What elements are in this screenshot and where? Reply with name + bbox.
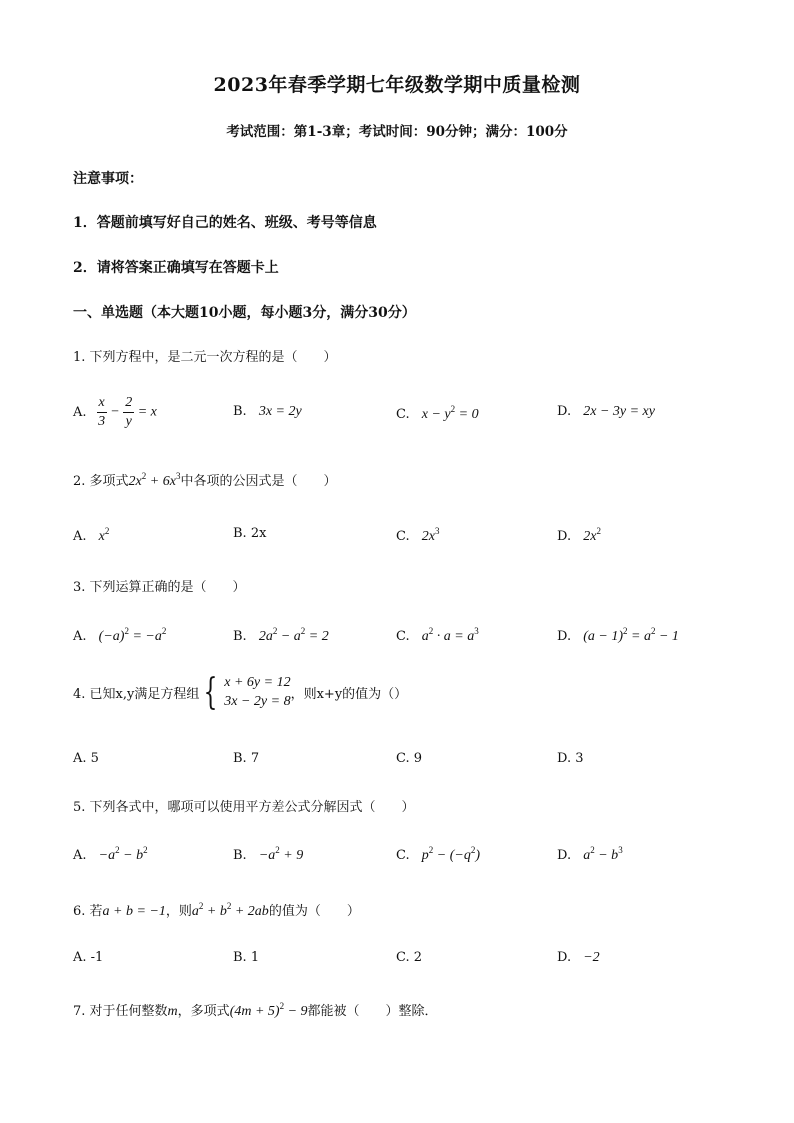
equation-1: x + 6y = 12 — [224, 675, 291, 690]
question-1-stem: 1. 下列方程中，是二元一次方程的是（ ） — [73, 350, 337, 365]
math-part: (−a) — [98, 629, 125, 644]
page-title: 2023年春季学期七年级数学期中质量检测 — [213, 74, 581, 96]
math-part: (a − 1) — [583, 629, 624, 644]
option-label: B. — [233, 629, 247, 644]
exponent: 2 — [124, 626, 129, 636]
question-1-option-b — [233, 404, 302, 420]
exponent: 2 — [275, 845, 280, 855]
exponent: 3 — [618, 845, 623, 855]
math-part: − (−q — [433, 848, 471, 863]
question-4-option-d: D. 3 — [557, 751, 584, 766]
question-5-option-c — [396, 845, 480, 864]
section-heading: 一、单选题（本大题10小题，每小题3分，满分30分） — [73, 305, 416, 321]
option-label: A. — [73, 848, 87, 863]
exponent: 2 — [470, 845, 476, 855]
stem-text: 的值为（ ） — [268, 904, 360, 919]
notice-heading: 注意事项： — [73, 171, 143, 187]
equation-2: 3x − 2y = 8 — [224, 693, 291, 709]
option-label: D. — [557, 529, 572, 544]
question-4-option-c: C. 9 — [396, 751, 423, 766]
question-5-option-a — [73, 845, 148, 864]
question-7-stem — [73, 1000, 438, 1020]
frac-denominator: 3 — [98, 414, 106, 429]
math-part: x − y — [421, 407, 451, 422]
math-part: 2a — [258, 629, 273, 644]
option-math: −2 — [583, 950, 600, 965]
option-label: D. — [557, 404, 572, 419]
question-1-option-a — [73, 396, 157, 429]
exponent: 2 — [450, 404, 456, 414]
exponent: 2 — [590, 845, 595, 855]
math-part: −a — [98, 848, 116, 863]
question-3-option-c — [396, 626, 479, 645]
exponent: 2 — [143, 845, 148, 855]
math-variable: m — [167, 1004, 178, 1019]
math-part: (4m + 5) — [229, 1004, 280, 1019]
exponent: 2 — [272, 626, 278, 636]
stem-text: ，则 — [165, 904, 192, 919]
question-1-option-c — [396, 404, 479, 423]
stem-text: ，则x+y的值为（） — [290, 687, 408, 703]
math-part: + 9 — [279, 848, 304, 863]
exponent: 2 — [650, 626, 656, 636]
exponent: 3 — [434, 526, 440, 536]
question-4-option-a: A. 5 — [73, 751, 99, 766]
notice-item-1: 1．答题前填写好自己的姓名、班级、考号等信息 — [73, 215, 377, 231]
option-label: C. — [396, 629, 410, 644]
frac-numerator: x — [97, 396, 107, 413]
left-brace: { — [203, 671, 218, 713]
option-label: A. — [73, 629, 87, 644]
option-math: 3x = 2y — [258, 404, 302, 419]
stem-text: ，多项式 — [177, 1004, 230, 1019]
question-5-option-b — [233, 845, 303, 864]
option-label: B. — [233, 848, 247, 863]
math-part: −a — [258, 848, 276, 863]
math-part: − 1 — [655, 629, 679, 644]
question-4-stem — [73, 671, 408, 713]
math-part: = a — [627, 629, 651, 644]
exponent: 2 — [596, 526, 601, 536]
equation-system — [224, 674, 290, 712]
option-label: C. — [396, 529, 410, 544]
notice-item-2: 2．请将答案正确填写在答题卡上 — [73, 260, 279, 276]
question-3-option-b — [233, 626, 329, 645]
option-label: A. — [73, 529, 87, 544]
minus-sign: − — [110, 404, 120, 420]
question-6-stem — [73, 900, 360, 920]
question-1-option-d — [557, 404, 655, 420]
math-part: p — [421, 848, 429, 863]
exponent: 2 — [104, 526, 110, 536]
math-part: = −a — [128, 629, 162, 644]
math-part: − b — [119, 848, 144, 863]
question-6-option-c: C. 2 — [396, 950, 423, 965]
question-6-option-b: B. 1 — [233, 950, 260, 965]
exponent: 2 — [115, 845, 120, 855]
math-part: 2x — [421, 529, 435, 544]
exponent: 2 — [161, 626, 167, 636]
exponent: 3 — [175, 471, 181, 481]
stem-text: 4. 已知x,y满足方程组 — [73, 687, 200, 703]
option-label: C. — [396, 407, 410, 422]
math-part: − b — [594, 848, 619, 863]
exponent: 2 — [198, 901, 204, 911]
exam-info: 考试范围：第1-3章；考试时间：90分钟；满分：100分 — [226, 124, 568, 140]
question-5-option-d — [557, 845, 623, 864]
question-2-option-d — [557, 526, 601, 545]
question-6-option-a: A. -1 — [73, 950, 104, 965]
exponent: 2 — [428, 626, 434, 636]
math-part: a — [191, 904, 199, 919]
stem-text: 都能被（ ）整除． — [307, 1004, 438, 1019]
math-part: + 6x — [146, 474, 176, 489]
stem-text: 6. 若 — [73, 904, 103, 919]
question-2-option-a — [73, 526, 109, 545]
math-part: = 0 — [455, 407, 479, 422]
exponent: 2 — [279, 1001, 285, 1011]
math-part: 2x — [583, 529, 597, 544]
frac-numerator: 2 — [123, 396, 134, 413]
stem-text: 7. 对于任何整数 — [73, 1004, 168, 1019]
question-3-stem: 3. 下列运算正确的是（ ） — [73, 580, 246, 595]
option-label: D. — [557, 848, 572, 863]
stem-text: 2. 多项式 — [73, 474, 129, 489]
math-part: − 9 — [284, 1004, 308, 1019]
option-label: A. — [73, 405, 87, 420]
exponent: 2 — [623, 626, 628, 636]
option-label: D. — [557, 629, 572, 644]
math-part: − a — [277, 629, 301, 644]
stem-text: 中各项的公因式是（ ） — [180, 474, 337, 489]
math-part: a — [583, 848, 591, 863]
exponent: 3 — [474, 626, 479, 636]
question-6-option-d — [557, 950, 600, 966]
option-label: D. — [557, 950, 572, 965]
option-label: C. — [396, 848, 410, 863]
math-part: 2x — [128, 474, 142, 489]
question-5-stem: 5. 下列各式中，哪项可以使用平方差公式分解因式（ ） — [73, 800, 415, 815]
math-part: x — [98, 529, 105, 544]
frac-denominator: y — [125, 414, 132, 429]
exponent: 2 — [226, 901, 232, 911]
exponent: 2 — [141, 471, 147, 481]
math-part: a — [421, 629, 429, 644]
option-math: 2x − 3y = xy — [583, 404, 655, 419]
question-3-option-a — [73, 626, 166, 645]
option-label: B. — [233, 404, 247, 419]
math-part: = 2 — [305, 629, 329, 644]
math-part: · a = a — [433, 629, 475, 644]
question-2-option-c — [396, 526, 439, 545]
math-part: ) — [475, 848, 480, 863]
math-part: + 2ab — [231, 904, 269, 919]
equation-rhs: = x — [137, 404, 157, 420]
question-4-option-b: B. 7 — [233, 751, 260, 766]
question-3-option-d — [557, 626, 679, 645]
question-2-stem — [73, 470, 336, 490]
math-part: + b — [203, 904, 227, 919]
exponent: 2 — [300, 626, 306, 636]
math-condition: a + b = −1 — [102, 904, 166, 919]
question-2-option-b: B. 2x — [233, 526, 267, 541]
exponent: 2 — [428, 845, 434, 855]
